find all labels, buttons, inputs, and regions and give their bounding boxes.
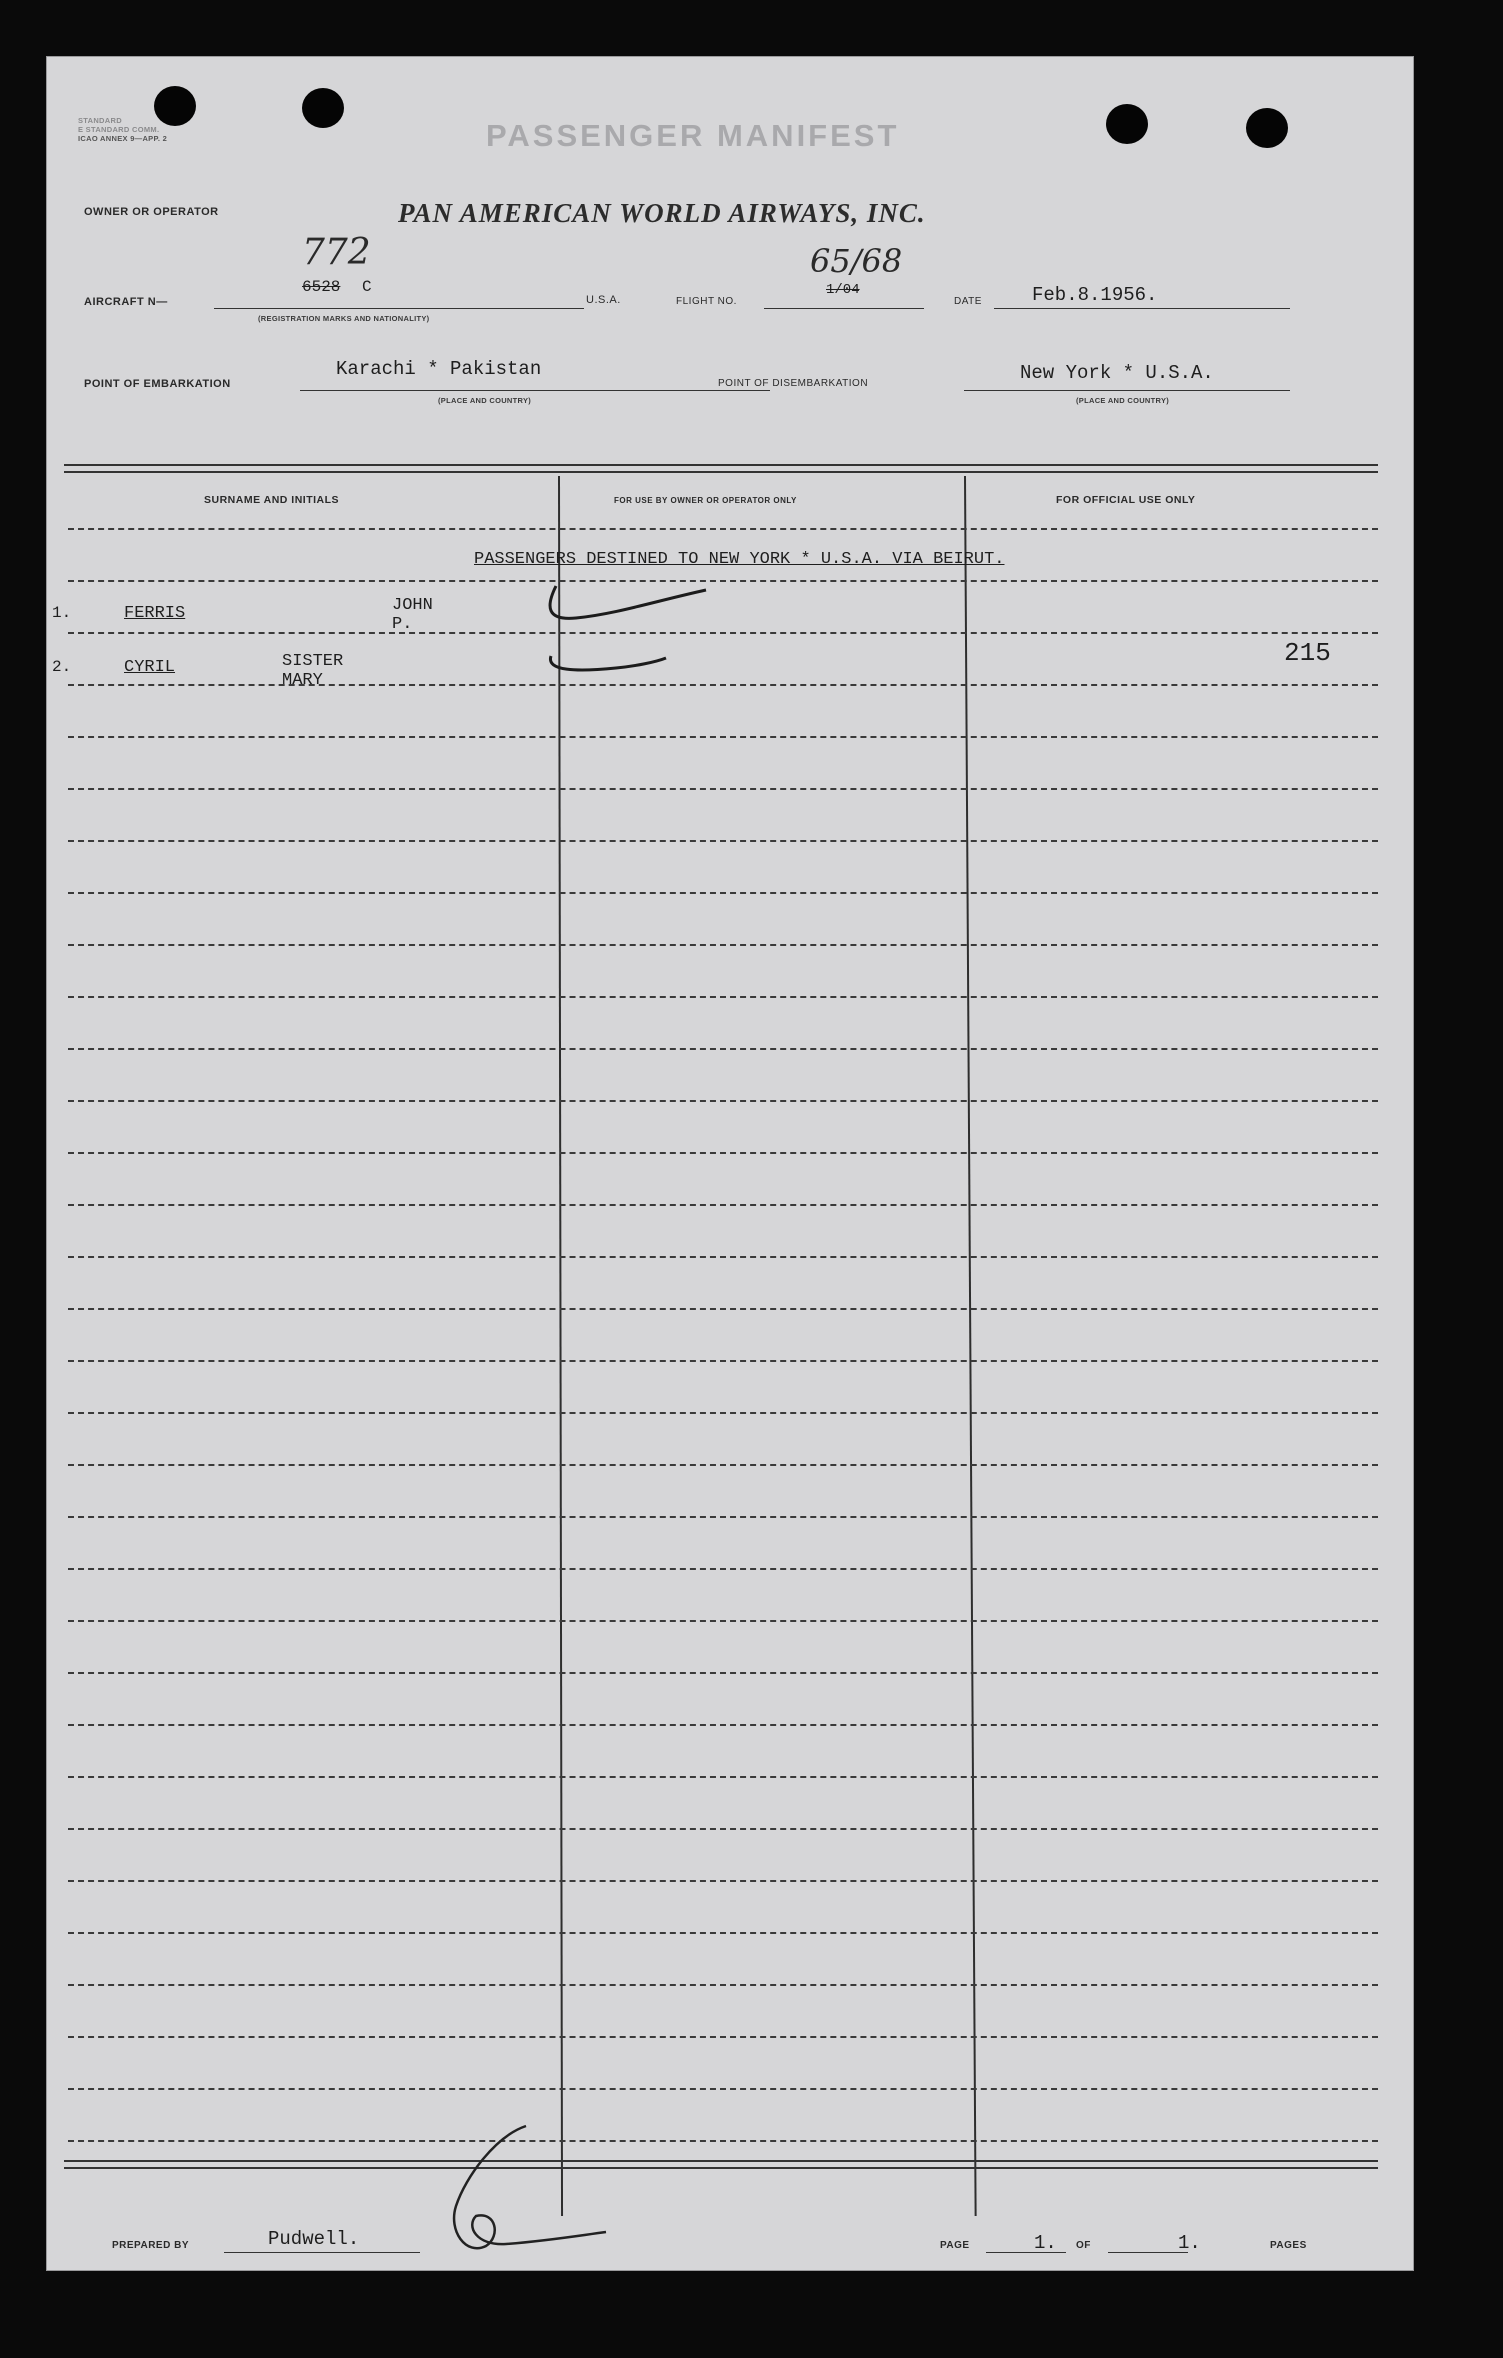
form-ref-line3: ICAO ANNEX 9—APP. 2 bbox=[78, 134, 168, 143]
flight-handwritten: 65/68 bbox=[810, 242, 903, 280]
prepared-value: Pudwell. bbox=[268, 2228, 360, 2250]
date-label: DATE bbox=[954, 296, 982, 307]
form-ref-line1: STANDARD bbox=[78, 116, 122, 125]
flight-label: FLIGHT NO. bbox=[676, 296, 737, 307]
aircraft-value-struck: 6528 bbox=[302, 278, 341, 296]
form-ref-line2: E STANDARD COMM. bbox=[78, 125, 160, 134]
col-header-surname: SURNAME AND INITIALS bbox=[204, 494, 340, 506]
check-marks bbox=[506, 566, 746, 696]
disembark-value: New York * U.S.A. bbox=[1020, 362, 1214, 384]
aircraft-label: AIRCRAFT N— bbox=[84, 296, 168, 308]
passenger-surname: CYRIL bbox=[124, 658, 176, 677]
punch-hole-2 bbox=[302, 88, 344, 128]
passenger-surname: FERRIS bbox=[124, 604, 186, 623]
disembark-caption: (PLACE AND COUNTRY) bbox=[1076, 396, 1170, 405]
col-header-operator: FOR USE BY OWNER OR OPERATOR ONLY bbox=[614, 496, 797, 505]
pages-label: PAGES bbox=[1270, 2240, 1307, 2251]
embark-caption: (PLACE AND COUNTRY) bbox=[438, 396, 532, 405]
form-title: PASSENGER MANIFEST bbox=[486, 118, 900, 153]
of-value: 1. bbox=[1178, 2232, 1201, 2254]
passenger-given-name: JOHN P. bbox=[392, 596, 433, 634]
of-label: OF bbox=[1076, 2240, 1091, 2251]
aircraft-suffix: C bbox=[362, 278, 372, 296]
row-number: 1. bbox=[52, 604, 72, 622]
passenger-title: SISTER MARY bbox=[282, 652, 344, 690]
usa-label: U.S.A. bbox=[586, 294, 621, 306]
aircraft-handwritten: 772 bbox=[302, 232, 371, 273]
aircraft-caption: (REGISTRATION MARKS AND NATIONALITY) bbox=[258, 314, 430, 323]
row-number: 2. bbox=[52, 658, 72, 676]
embark-value: Karachi * Pakistan bbox=[336, 358, 542, 380]
disembark-label: POINT OF DISEMBARKATION bbox=[718, 378, 869, 389]
flight-value-struck: 1/04 bbox=[826, 282, 860, 298]
col-header-official: FOR OFFICIAL USE ONLY bbox=[1056, 494, 1196, 506]
prepared-label: PREPARED BY bbox=[112, 2240, 189, 2251]
owner-value: PAN AMERICAN WORLD AIRWAYS, INC. bbox=[398, 198, 926, 228]
embark-label: POINT OF EMBARKATION bbox=[84, 378, 231, 390]
page-value: 1. bbox=[1034, 2232, 1057, 2254]
page-label: PAGE bbox=[940, 2240, 970, 2251]
routing-note: PASSENGERS DESTINED TO NEW YORK * U.S.A. VIA BEIRUT. bbox=[474, 550, 1005, 569]
official-code: 215 bbox=[1284, 638, 1331, 668]
owner-label: OWNER OR OPERATOR bbox=[84, 206, 219, 218]
punch-hole-4 bbox=[1246, 108, 1288, 148]
form-reference bbox=[78, 116, 167, 143]
manifest-sheet bbox=[46, 56, 1414, 2271]
date-value: Feb.8.1956. bbox=[1032, 284, 1158, 306]
punch-hole-3 bbox=[1106, 104, 1148, 144]
